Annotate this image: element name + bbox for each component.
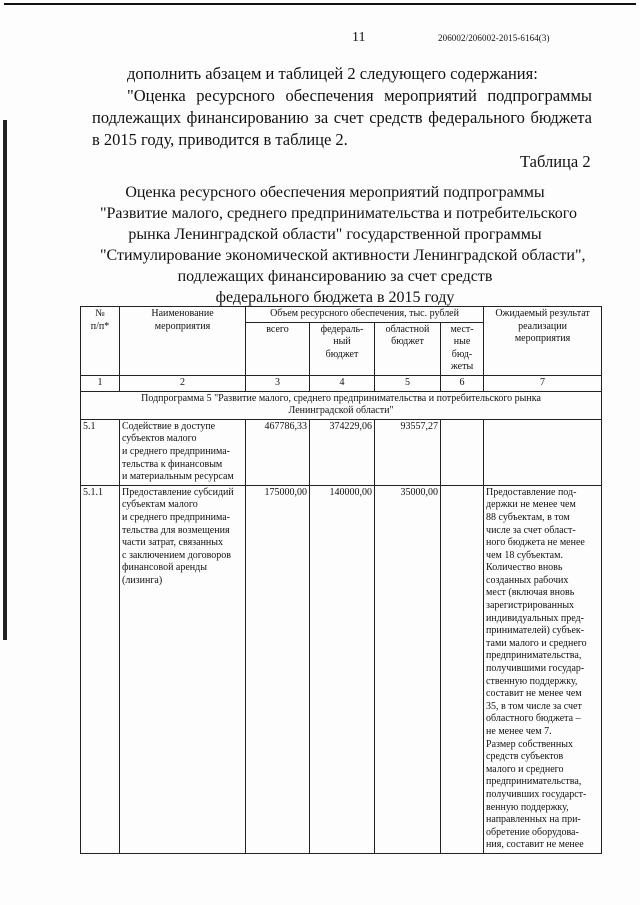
col-number: 2 — [120, 375, 246, 391]
intro-line-4: в 2015 году, приводится в таблице 2. — [92, 130, 348, 149]
title-line: рынка Ленинградской области" государственной программы — [128, 226, 542, 243]
row-result: Предоставление под- держки не менее чем 88 субъектам, в том числе за счет област- ного бюджета не менее чем 18 субъектам. Количество вновь созданных рабочих мест (включая вновь зарегистрированных индивидуальных пред- принимателей) субъек- тами малого и среднего предпринимательства, получившими государ- ственную поддержку, составит не менее чем 35, в том числе за счет областного бюджета – не менее чем 7. Размер собственных средств субъектов малого и среднего предпринимательства, получивших государст- венную поддержку, направленных на при- обретение оборудова- ния, составит не менее — [484, 485, 602, 853]
header-num: № п/п* — [81, 307, 120, 376]
row-regional: 35000,00 — [375, 485, 441, 853]
title-line: федерального бюджета в 2015 году — [215, 289, 455, 306]
row-num: 5.1 — [81, 419, 120, 485]
document-code: 206002/206002-2015-6164(3) — [438, 33, 550, 43]
page-top-border — [0, 0, 640, 6]
header-regional: областной бюджет — [375, 322, 441, 375]
title-line: "Развитие малого, среднего предпринимательства и потребительского — [100, 205, 577, 222]
row-total: 175000,00 — [246, 485, 310, 853]
col-number: 6 — [441, 375, 484, 391]
table-row — [81, 485, 602, 853]
title-line: "Стимулирование экономической активности Ленинградской области", — [100, 247, 586, 264]
header-volume-group: Объем ресурсного обеспечения, тыс. рублей — [246, 307, 484, 323]
row-federal: 374229,06 — [310, 419, 375, 485]
row-result — [484, 419, 602, 485]
col-number: 7 — [484, 375, 602, 391]
row-name: Предоставление субсидий субъектам малого и среднего предпринима- тельства для возмещения части затрат, связанных с заключением договоров финансовой аренды (лизинга) — [120, 485, 246, 853]
resource-table — [80, 306, 602, 854]
row-name: Содействие в доступе субъектов малого и среднего предпринима- тельства к финансовым и материальным ресурсам — [120, 419, 246, 485]
row-local — [441, 419, 484, 485]
header-total: всего — [246, 322, 310, 375]
intro-line-1: дополнить абзацем и таблицей 2 следующего содержания: — [127, 64, 538, 83]
page-number: 11 — [352, 30, 366, 45]
row-local — [441, 485, 484, 853]
intro-line-3: подлежащих финансированию за счет средств федерального бюджета — [92, 108, 592, 127]
row-num: 5.1.1 — [81, 485, 120, 853]
row-total: 467786,33 — [246, 419, 310, 485]
title-line: Оценка ресурсного обеспечения мероприятий подпрограммы — [125, 184, 545, 201]
subprogram-row — [81, 391, 602, 419]
intro-line-2: "Оценка ресурсного обеспечения мероприятий подпрограммы — [127, 86, 592, 105]
col-number: 1 — [81, 375, 120, 391]
table-label: Таблица 2 — [520, 152, 591, 171]
scan-edge-mark — [3, 120, 7, 640]
header-federal: федераль- ный бюджет — [310, 322, 375, 375]
col-number: 3 — [246, 375, 310, 391]
table-title — [100, 182, 586, 308]
header-local: мест- ные бюд- жеты — [441, 322, 484, 375]
header-row — [81, 307, 602, 323]
col-number: 5 — [375, 375, 441, 391]
header-name: Наименование мероприятия — [120, 307, 246, 376]
col-number: 4 — [310, 375, 375, 391]
header-result: Ожидаемый результат реализации мероприятия — [484, 307, 602, 376]
title-line: подлежащих финансированию за счет средств — [177, 268, 493, 285]
row-federal: 140000,00 — [310, 485, 375, 853]
subprogram-title: Подпрограмма 5 "Развитие малого, среднего предпринимательства и потребительского рынка Ленинградской области" — [81, 391, 602, 419]
column-number-row — [81, 375, 602, 391]
table-row — [81, 419, 602, 485]
row-regional: 93557,27 — [375, 419, 441, 485]
